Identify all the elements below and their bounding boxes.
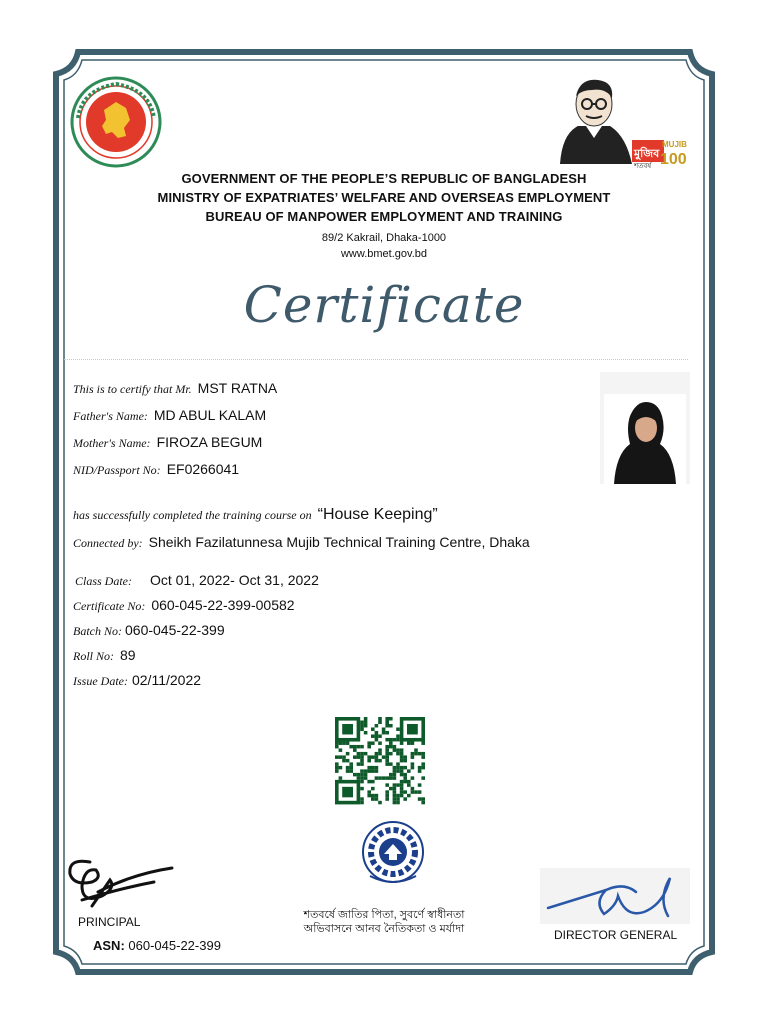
connected-row (73, 534, 530, 552)
motto-line-2: অভিবাসনে আনব নৈতিকতা ও মর্যাদা (303, 923, 465, 935)
bmet-emblem-icon (356, 818, 430, 890)
cert-no-label: Certificate No: (73, 599, 146, 613)
issue-row (73, 672, 201, 690)
asn-label: ASN: (93, 938, 125, 953)
person-photo-icon (600, 372, 690, 484)
batch-value: 060-045-22-399 (125, 622, 225, 638)
principal-signature (62, 852, 178, 914)
header-website: www.bmet.gov.bd (340, 248, 427, 260)
name-value: MST RATNA (197, 380, 278, 396)
svg-text:শতবর্ষ: শতবর্ষ (634, 162, 652, 170)
cert-no-value: 060-045-22-399-00582 (151, 597, 295, 613)
motto-line-1: শতবর্ষে জাতির পিতা, সুবর্ণে স্বাধীনতা (303, 909, 465, 921)
name-label: This is to certify that Mr. (73, 382, 192, 396)
batch-row (73, 622, 225, 640)
father-value: MD ABUL KALAM (153, 407, 267, 423)
course-label: has successfully completed the training course on (73, 508, 312, 522)
header-ministry: MINISTRY OF EXPATRIATES’ WELFARE AND OVERSEAS EMPLOYMENT (157, 190, 611, 205)
header-government: GOVERNMENT OF THE PEOPLE’S REPUBLIC OF BANGLADESH (181, 171, 587, 186)
certificate-title: Certificate (243, 276, 525, 334)
header-address: 89/2 Kakrail, Dhaka-1000 (321, 232, 447, 244)
class-date-label: Class Date: (75, 574, 132, 588)
director-general-label: DIRECTOR GENERAL (554, 928, 678, 942)
qr-code-icon[interactable] (335, 717, 428, 805)
cert-no-row (73, 597, 295, 615)
roll-row (73, 647, 136, 665)
asn-value: 060-045-22-399 (128, 938, 221, 953)
asn-row (93, 938, 221, 953)
connected-label: Connected by: (73, 536, 143, 550)
director-signature (540, 868, 690, 924)
father-label: Father's Name: (73, 409, 148, 423)
course-row (73, 506, 438, 524)
mother-value: FIROZA BEGUM (156, 434, 263, 450)
nid-label: NID/Passport No: (73, 463, 161, 477)
mother-row (73, 434, 262, 452)
principal-label: PRINCIPAL (78, 915, 141, 929)
mujib-100-logo-icon (540, 74, 690, 170)
header-bureau: BUREAU OF MANPOWER EMPLOYMENT AND TRAINING (205, 209, 563, 224)
name-row (73, 380, 277, 398)
issue-value: 02/11/2022 (131, 672, 202, 688)
svg-text:মুজিব: মুজিব (634, 147, 660, 160)
nid-row (73, 461, 239, 479)
bangladesh-government-seal-icon (68, 76, 164, 168)
issue-label: Issue Date: (73, 674, 128, 688)
svg-text:MUJIB: MUJIB (662, 140, 687, 149)
divider (64, 359, 688, 360)
connected-value: Sheikh Fazilatunnesa Mujib Technical Training Centre, Dhaka (148, 534, 530, 550)
svg-text:100: 100 (660, 151, 687, 168)
class-date-row (75, 572, 319, 590)
course-value: “House Keeping” (317, 506, 438, 523)
nid-value: EF0266041 (166, 461, 240, 477)
roll-label: Roll No: (73, 649, 114, 663)
roll-value: 89 (120, 647, 136, 663)
mother-label: Mother's Name: (73, 436, 151, 450)
class-date-value: Oct 01, 2022- Oct 31, 2022 (150, 572, 319, 588)
batch-label: Batch No: (73, 624, 122, 638)
father-row (73, 407, 266, 425)
